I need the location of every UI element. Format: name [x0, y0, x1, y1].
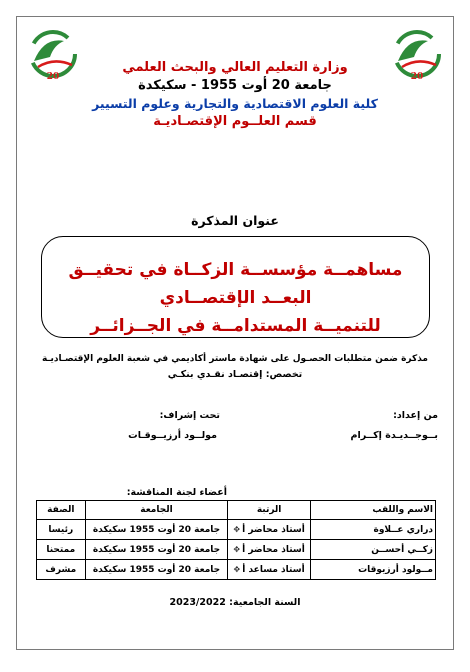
member-university: جامعة 20 أوت 1955 سكيكدة: [85, 560, 228, 580]
committee-label: أعضاء لجنة المناقشة:: [126, 487, 227, 498]
table-row: [37, 520, 436, 540]
move-handle-icon: ✥: [233, 524, 241, 534]
thesis-title-label: عنوان المذكرة: [191, 213, 279, 228]
member-role: رئيسا: [37, 520, 86, 540]
header-role: الصفة: [37, 501, 86, 520]
supervisor-name: مولــود أرزيــوقـات: [128, 430, 217, 441]
faculty-name: كلية العلوم الاقتصادية والتجارية وعلوم التسيير: [92, 96, 378, 111]
svg-text:20: 20: [46, 72, 60, 82]
student-name: بــوجــديـدة إكــرام: [350, 430, 438, 441]
thesis-title-line-2: للتنميــة المستدامــة في الجــزائــر: [90, 316, 381, 336]
table-row: [37, 560, 436, 580]
member-rank: أستاذ محاضر أ✥: [228, 540, 310, 560]
committee-table: [36, 500, 436, 580]
academic-year: السنة الجامعية: 2023/2022: [169, 597, 301, 608]
department-name: قسم العلــوم الإقتصـاديـة: [153, 114, 317, 129]
member-rank: أستاذ محاضر أ✥: [228, 520, 310, 540]
member-university: جامعة 20 أوت 1955 سكيكدة: [85, 520, 228, 540]
member-role: ممتحنا: [37, 540, 86, 560]
member-name: دراري عــلاوة: [310, 520, 435, 540]
header-name: الاسم واللقب: [310, 501, 435, 520]
header-rank: الرتبة: [228, 501, 310, 520]
ministry-name: وزارة التعليم العالي والبحث العلمي: [122, 60, 348, 75]
institution-header: [0, 59, 470, 131]
table-header-row: [37, 501, 436, 520]
thesis-title-line-1: مساهمــة مؤسســة الزكــاة في تحقيــق البعــد الإقتصــادي: [68, 260, 403, 308]
move-handle-icon: ✥: [233, 564, 241, 574]
degree-note: مذكرة ضمن متطلبات الحصـول على شهادة ماستر أكاديمي في شعبة العلوم الإقتصـاديـة: [41, 354, 428, 364]
prepared-by-label: من إعداد:: [393, 410, 438, 421]
specialty: تخصص: إقتصـاد نقـدي بنكـي: [167, 369, 303, 380]
member-rank: أستاذ مساعد أ✥: [228, 560, 310, 580]
header-university: الجامعة: [85, 501, 228, 520]
university-name: جامعة 20 أوت 1955 - سكيكدة: [138, 78, 332, 93]
thesis-title-box: [41, 236, 430, 338]
member-role: مشرف: [37, 560, 86, 580]
member-name: مــولود أرزيوقات: [310, 560, 435, 580]
svg-text:20: 20: [410, 72, 424, 82]
member-name: زكــي أحســن: [310, 540, 435, 560]
supervised-by-label: تحت إشراف:: [159, 410, 220, 421]
table-row: [37, 540, 436, 560]
move-handle-icon: ✥: [233, 544, 241, 554]
member-university: جامعة 20 أوت 1955 سكيكدة: [85, 540, 228, 560]
